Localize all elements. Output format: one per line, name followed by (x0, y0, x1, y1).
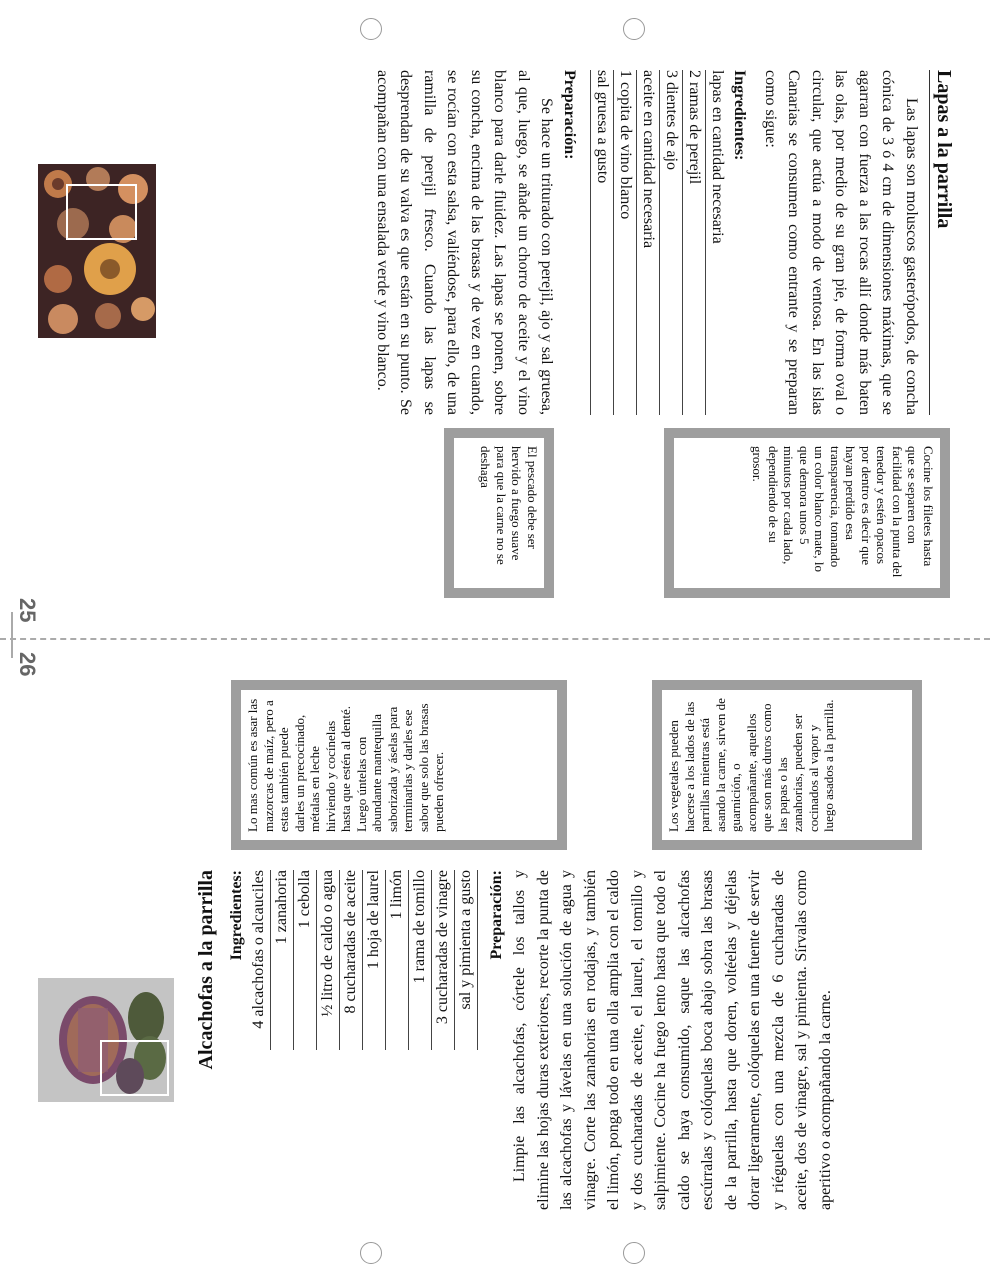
lapas-preparation-heading: Preparación: (561, 70, 579, 160)
lapas-preparation-text: Se hace un triturado con perejil, ajo y sal gruesa, al que, luego, se añade un chorro de aceite y el vino blanco para darle fluidez. Las lapas se ponen, sobre su concha, encima de las brasas y de vez en cuando, se rocían con esta salsa, valiéndose, para ello, de una ramilla de perejil fresco. Cuando las lapas se desprendan de su valva es que están en su punto. Se acompañan con una ensalada verde y vino blanco. (374, 70, 556, 415)
alcachofas-ingredient: ½ litro de caldo o agua (317, 870, 340, 1050)
alcachofas-ingredient: 1 limón (386, 870, 409, 1050)
page-fold-line (0, 638, 990, 640)
alcachofas-ingredient: 1 zanahoria (271, 870, 294, 1050)
lapas-photo-frame (66, 184, 137, 240)
lapas-intro: Las lapas son moluscos gasterópodos, de concha cónica de 3 ó 4 cm de dimensiones máximas, que se agarran con fuerza a las rocas allí donde más baten las olas, por medio de su gran pie, de forma oval o circular, que actúa a modo de ventosa. En las islas Canarias se consumen como entrante y se preparan como sigue: (762, 70, 920, 415)
lapas-ingredient: lapas en cantidad necesaria (706, 70, 729, 415)
lapas-photo (38, 164, 156, 338)
lapas-ingredient: aceite en cantidad necesaria (637, 70, 660, 415)
lapas-ingredient: 1 copita de vino blanco (614, 70, 637, 415)
lapas-ingredients-heading: Ingredientes: (731, 70, 749, 161)
lapas-tip-box-1 (664, 428, 950, 598)
binder-hole-top-left (360, 18, 382, 40)
lapas-tip-box-2 (444, 428, 554, 598)
alcachofas-tip-box-2 (231, 680, 567, 850)
page-number-26: 26 (15, 652, 40, 677)
alcachofas-ingredient: sal y pimienta a gusto (455, 870, 478, 1050)
alcachofas-recipe-column (195, 870, 837, 1210)
alcachofas-title: Alcachofas a la parrilla (195, 870, 217, 1070)
alcachofas-ingredient: 1 rama de tomillo (409, 870, 432, 1050)
page-number-25: 25 (15, 598, 40, 623)
binder-hole-top-right (623, 18, 645, 40)
lapas-ingredient: 2 ramas de perejil (683, 70, 706, 415)
alcachofas-ingredient: 8 cucharadas de aceite (340, 870, 363, 1050)
lapas-ingredients-list (591, 70, 729, 415)
alcachofas-ingredient: 3 cucharadas de vinagre (432, 870, 455, 1050)
alcachofas-photo-frame (100, 1040, 169, 1096)
alcachofas-ingredient: 4 alcachofas o alcauciles (248, 870, 271, 1050)
alcachofas-ingredients-list (248, 870, 478, 1050)
lapas-tip-1-text: Cocine los filetes hasta que se separen con facilidad con la punta del tenedor y estén opacos por dentro es decir que hayan perdido esa transparencia, tomando un color blanco mate, lo que demora unos 5 minutos por cada lado, dependiendo de su grosor. (674, 438, 940, 588)
page-divider-tick (11, 612, 13, 658)
alcachofas-ingredients-heading: Ingredientes: (228, 870, 245, 961)
lapas-ingredient: 3 dientes de ajo (660, 70, 683, 415)
alcachofas-preparation-text: Limpie las alcachofas, córtele los tallos y elimine las hojas duras exteriores, recorte la punta de las alcachofas y lávelas en una solución de agua y vinagre. Corte las zanahorias en rodajas, y también el limón, ponga todo en una olla amplia con el caldo y dos cucharadas de aceite, el laurel, el tomillo y salpimiente. Cocine ha fuego lento hasta que todo el caldo se haya consumido, saque las alcachofas escúrralas y colóquelas boca abajo sobra las brasas de la parrilla, hasta que doren, voltéelas y déjelas dorar ligeramente, colóquelas en una fuente de servir y riéguelas con una mezcla de 6 cucharadas de aceite, dos de vinagre, sal y pimienta. Sírvalas como aperitivo o acompañando la carne. (511, 870, 834, 1210)
alcachofas-tip-1-text: Los vegetales pueden hacerse a los lados de las parrillas mientras está asando la carne, sirven de guarnición, o acompañante, aquellos que son más duros como las papas o las zanahorias, pueden ser cocinados al vapor y luego asados a la parrilla. (662, 690, 912, 840)
lapas-recipe-column (371, 70, 956, 415)
lapas-title: Lapas a la parrilla (929, 70, 955, 415)
alcachofas-ingredient: 1 cebolla (294, 870, 317, 1050)
alcachofas-ingredient: 1 hoja de laurel (363, 870, 386, 1050)
alcachofas-preparation-heading: Preparación: (488, 870, 505, 960)
alcachofas-photo (38, 978, 174, 1102)
lapas-tip-2-text: El pescado debe ser hervido a fuego suave para que la carne no se deshaga (454, 438, 544, 588)
binder-hole-bottom-left (360, 1242, 382, 1264)
alcachofas-tip-2-text: Lo mas común es asar las mazorcas de maíz, pero a estas también puede darles un precocinado, métalas en leche hirviendo y cocínelas hasta que estén al denté. Luego úntelas con abundante mantequilla saborizada y áselas para terminarlas y darles ese sabor que solo las brasas pueden ofrecer. (241, 690, 557, 840)
lapas-ingredient: sal gruesa a gusto (591, 70, 614, 415)
binder-hole-bottom-right (623, 1242, 645, 1264)
alcachofas-tip-box-1 (652, 680, 922, 850)
